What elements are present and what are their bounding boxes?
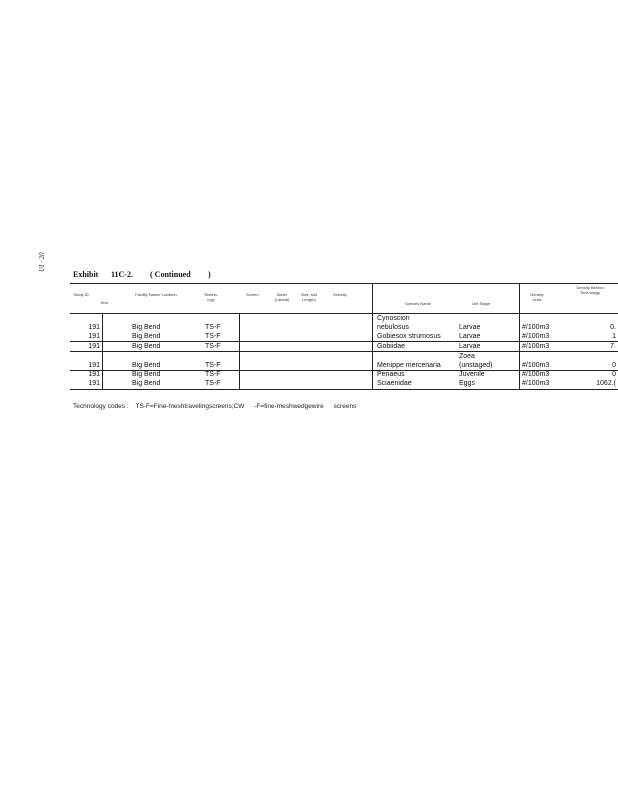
exhibit-number: 11C-2. <box>111 269 133 279</box>
header-density-behind-technology: Density Behind Technology <box>576 285 604 295</box>
facility: Big Bend <box>132 343 161 350</box>
table-row <box>70 342 618 352</box>
data-table <box>70 283 618 390</box>
study-id: 191 <box>88 371 100 378</box>
header-life-stage: Life Stage <box>471 301 490 306</box>
header-facility-location: Facility Name/ Location <box>135 292 177 297</box>
life-stage: Larvae <box>459 343 481 350</box>
exhibit-close-paren: ) <box>208 269 211 279</box>
density-units: #/100m3 <box>522 380 550 387</box>
technology: TS-F <box>205 362 221 369</box>
life-stage: Eggs <box>459 380 475 387</box>
table-row <box>70 380 618 390</box>
species-name: Penaeus <box>377 371 405 378</box>
header-density-units: Density Units <box>530 292 544 302</box>
species-name: Menippe mercenaria <box>377 362 441 369</box>
exhibit-title <box>73 267 211 281</box>
header-year: Year <box>100 300 109 305</box>
footnote-code-cw-f: -F=fine-meshwedgewire <box>254 403 324 410</box>
density-units: #/100m3 <box>522 333 550 340</box>
table-body <box>70 314 618 390</box>
table-header <box>70 283 618 314</box>
table-row <box>70 370 618 380</box>
life-stage: Juvenile <box>459 371 485 378</box>
technology: TS-F <box>205 333 221 340</box>
facility: Big Bend <box>132 333 161 340</box>
study-id: 191 <box>88 380 100 387</box>
density-value: 0. <box>610 324 616 331</box>
density-units: #/100m3 <box>522 371 550 378</box>
header-screen: Screen <box>246 292 259 297</box>
footnote-label: Technology codes : <box>73 403 129 410</box>
study-id: 191 <box>88 324 100 331</box>
density-value: 0 <box>612 362 616 369</box>
species-name: Sciaenidae <box>377 380 412 387</box>
footnote-code-ts-f: TS-F=Fine-meshtravelingscreens;CW <box>135 403 245 410</box>
header-divider <box>519 284 520 313</box>
species-name: nebulosus <box>377 324 409 331</box>
technology: TS-F <box>205 324 221 331</box>
density-value: 0 <box>612 371 616 378</box>
technology: TS-F <box>205 343 221 350</box>
study-id: 191 <box>88 362 100 369</box>
exhibit-label: Exhibit <box>73 269 99 279</box>
header-species-name: Species Name <box>404 301 431 306</box>
technology-codes-footnote <box>73 403 356 410</box>
footnote-screens: screens <box>333 403 357 410</box>
life-stage: Larvae <box>459 333 481 340</box>
table-row <box>70 352 618 370</box>
header-study-id: Study ID <box>73 292 89 297</box>
technology: TS-F <box>205 380 221 387</box>
life-stage: Larvae <box>459 324 481 331</box>
header-mesh: Mesh (Lateral) <box>274 292 290 302</box>
species-name: Gobiesox strumosus <box>377 333 441 340</box>
facility: Big Bend <box>132 362 161 369</box>
species-name: Gobiidae <box>377 343 406 350</box>
header-velocity: Velocity <box>333 292 347 297</box>
density-value: 1062.( <box>596 380 616 387</box>
density-units: #/100m3 <box>522 343 550 350</box>
study-id: 191 <box>88 333 100 340</box>
life-stage: (unstaged) <box>459 362 493 369</box>
density-value: 7. <box>610 343 616 350</box>
page-number: UI · 20 <box>38 252 46 272</box>
study-id: 191 <box>88 343 100 350</box>
table-row <box>70 314 618 332</box>
density-units: #/100m3 <box>522 324 550 331</box>
facility: Big Bend <box>132 324 161 331</box>
species-name: Cynoscion <box>377 315 410 322</box>
header-technology: Techno-logy <box>203 292 219 302</box>
header-size-slot: Size, slot Length) <box>300 292 318 302</box>
facility: Big Bend <box>132 380 161 387</box>
facility: Big Bend <box>132 371 161 378</box>
density-value: 1 <box>612 333 616 340</box>
table-row <box>70 332 618 342</box>
technology: TS-F <box>205 371 221 378</box>
header-divider <box>372 284 373 313</box>
exhibit-continued: ( Continued <box>150 269 191 279</box>
density-units: #/100m3 <box>522 362 550 369</box>
life-stage: Zoea <box>459 353 475 360</box>
